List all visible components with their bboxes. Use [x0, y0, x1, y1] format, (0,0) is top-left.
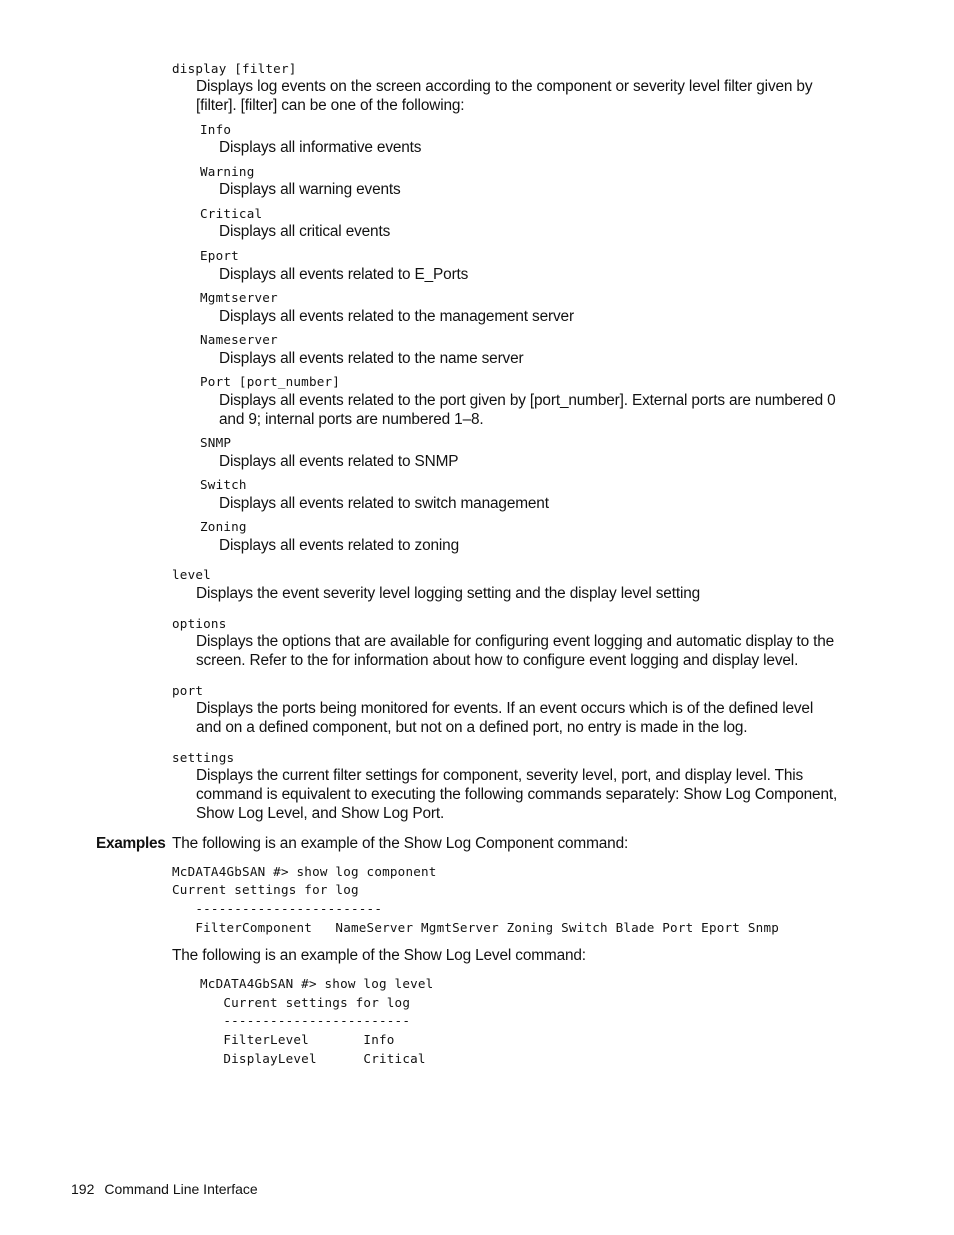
code-line: McDATA4GbSAN #> show log level — [200, 976, 434, 991]
param-term-level: level — [172, 567, 211, 582]
filter-desc-info: Displays all informative events — [219, 139, 422, 156]
filter-term-nameserver: Nameserver — [200, 332, 278, 347]
filter-term-snmp: SNMP — [200, 435, 232, 450]
code-line: FilterLevel Info — [200, 1032, 395, 1047]
filter-desc-port: Displays all events related to the port given by [port_number]. External ports are numbered 0 and 9; internal ports are numbered 1–8. — [219, 392, 836, 428]
param-desc-display: Displays log events on the screen according to the component or severity level filter given by [filter]. [filter] can be one of the following: — [196, 78, 813, 114]
filter-term-mgmtserver: Mgmtserver — [200, 290, 278, 305]
examples-intro-component: The following is an example of the Show Log Component command: — [172, 835, 629, 852]
code-line: DisplayLevel Critical — [200, 1051, 426, 1066]
param-desc-options: Displays the options that are available for configuring event logging and automatic display to the screen. Refer to the for information about how to configure event logging and display level. — [196, 633, 835, 669]
code-line: Current settings for log — [200, 995, 411, 1010]
param-term-options: options — [172, 616, 227, 631]
filter-term-critical: Critical — [200, 206, 263, 221]
param-term-port: port — [172, 683, 204, 698]
filter-desc-mgmtserver: Displays all events related to the management server — [219, 308, 574, 325]
filter-desc-switch: Displays all events related to switch management — [219, 495, 549, 512]
page-number: 192 — [71, 1181, 95, 1197]
code-line: FilterComponent NameServer MgmtServer Zoning Switch Blade Port Eport Snmp — [172, 920, 780, 935]
filter-desc-critical: Displays all critical events — [219, 223, 391, 240]
examples-heading: Examples — [96, 835, 166, 852]
param-desc-port: Displays the ports being monitored for events. If an event occurs which is of the defined level and on a defined component, but not on a defined port, no entry is made in the log. — [196, 700, 814, 736]
code-line: McDATA4GbSAN #> show log component — [172, 864, 437, 879]
filter-term-zoning: Zoning — [200, 519, 247, 534]
param-term-display: display [filter] — [172, 61, 297, 76]
param-desc-level: Displays the event severity level logging setting and the display level setting — [196, 585, 701, 602]
filter-desc-eport: Displays all events related to E_Ports — [219, 266, 469, 283]
code-line: Current settings for log — [172, 882, 359, 897]
filter-term-switch: Switch — [200, 477, 247, 492]
footer-section-title: Command Line Interface — [104, 1181, 258, 1197]
code-line: ------------------------ — [172, 901, 383, 916]
param-term-settings: settings — [172, 750, 235, 765]
filter-desc-snmp: Displays all events related to SNMP — [219, 453, 459, 470]
examples-intro-level: The following is an example of the Show Log Level command: — [172, 947, 586, 964]
filter-term-eport: Eport — [200, 248, 239, 263]
filter-term-warning: Warning — [200, 164, 255, 179]
filter-desc-warning: Displays all warning events — [219, 181, 401, 198]
filter-desc-nameserver: Displays all events related to the name server — [219, 350, 524, 367]
filter-term-port: Port [port_number] — [200, 374, 341, 389]
code-line: ------------------------ — [200, 1013, 411, 1028]
page-footer — [71, 1180, 258, 1199]
param-desc-settings: Displays the current filter settings for component, severity level, port, and display level. This command is equivalent to executing the following commands separately: Show Log Component, Show Log Level, and Show Log Port. — [196, 767, 838, 822]
filter-desc-zoning: Displays all events related to zoning — [219, 537, 459, 554]
filter-term-info: Info — [200, 122, 232, 137]
